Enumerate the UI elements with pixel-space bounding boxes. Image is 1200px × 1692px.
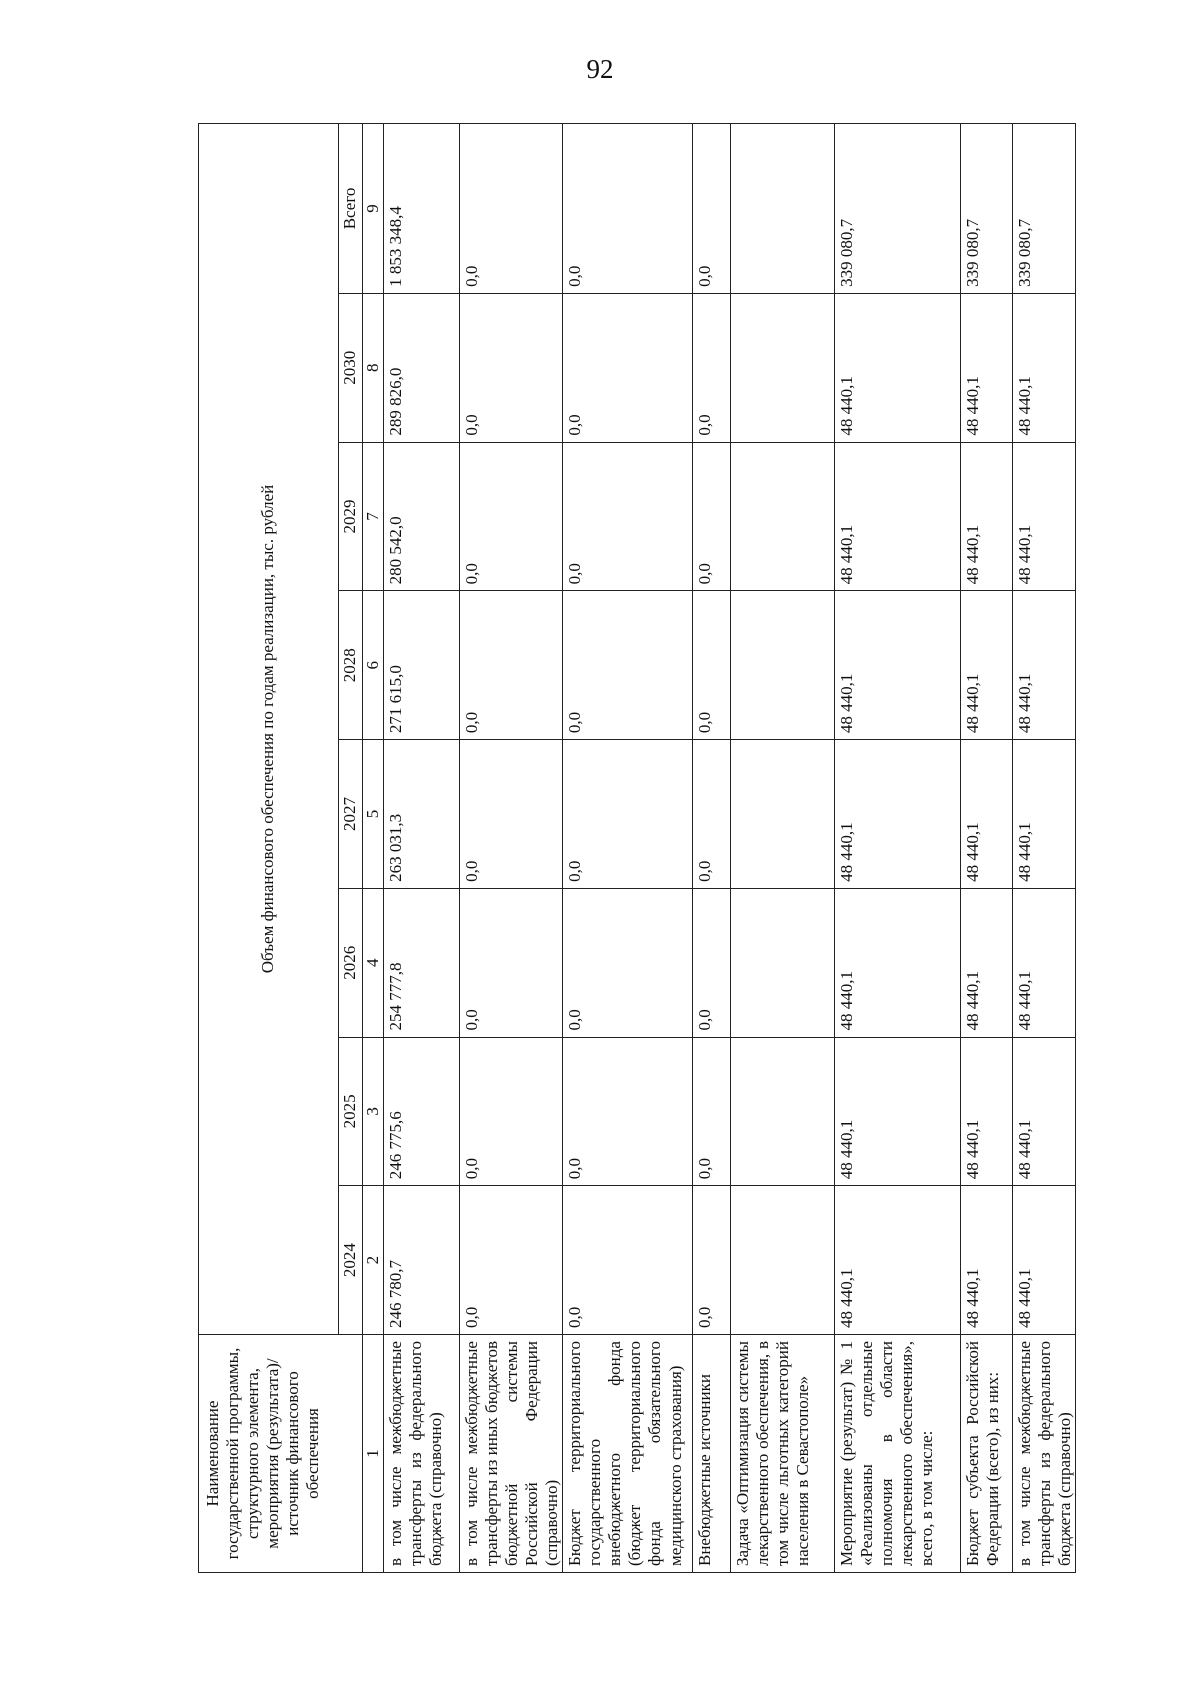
value-cell xyxy=(731,442,835,591)
value-cell: 48 440,1 xyxy=(961,1037,1013,1186)
value-cell: 0,0 xyxy=(563,442,693,591)
value-cell xyxy=(731,888,835,1037)
name-column-header: Наименование государственной программы, структурного элемента, мероприятия (результата)/источник финансового обеспечения xyxy=(199,1335,363,1573)
value-cell xyxy=(731,1037,835,1186)
value-cell: 0,0 xyxy=(460,591,563,740)
table-row xyxy=(693,124,731,1573)
value-cell: 48 440,1 xyxy=(961,740,1013,889)
table-row xyxy=(563,124,693,1573)
value-cell: 0,0 xyxy=(460,1037,563,1186)
value-cell: 0,0 xyxy=(563,1037,693,1186)
value-cell: 48 440,1 xyxy=(1013,1037,1076,1186)
table-row xyxy=(835,124,961,1573)
value-cell: 48 440,1 xyxy=(1013,888,1076,1037)
total-cell: 339 080,7 xyxy=(961,124,1013,294)
value-cell xyxy=(731,740,835,889)
value-cell: 246 780,7 xyxy=(384,1186,460,1335)
total-cell: 0,0 xyxy=(563,124,693,294)
row-label: в том числе межбюджетные трансферты из иных бюджетов бюджетной системы Российской Федерации (справочно) xyxy=(460,1335,563,1573)
value-cell: 0,0 xyxy=(563,740,693,889)
year-header: 2029 xyxy=(339,442,363,591)
value-cell xyxy=(731,293,835,442)
value-cell: 48 440,1 xyxy=(1013,740,1076,889)
value-cell: 48 440,1 xyxy=(961,888,1013,1037)
value-cell: 0,0 xyxy=(460,442,563,591)
value-cell: 0,0 xyxy=(460,1186,563,1335)
value-cell xyxy=(731,591,835,740)
table-row xyxy=(384,124,460,1573)
value-cell xyxy=(731,1186,835,1335)
financing-table xyxy=(198,123,1076,1573)
year-header: 2030 xyxy=(339,293,363,442)
value-cell: 271 615,0 xyxy=(384,591,460,740)
total-cell: 0,0 xyxy=(693,124,731,294)
total-cell: 339 080,7 xyxy=(1013,124,1076,294)
value-cell: 48 440,1 xyxy=(961,1186,1013,1335)
volume-header: Объем финансового обеспечения по годам реализации, тыс. рублей xyxy=(199,124,339,1335)
value-cell: 0,0 xyxy=(563,591,693,740)
total-cell xyxy=(731,124,835,294)
column-number-row xyxy=(363,124,384,1573)
column-number: 6 xyxy=(363,591,384,740)
value-cell: 289 826,0 xyxy=(384,293,460,442)
value-cell: 0,0 xyxy=(693,1186,731,1335)
column-number: 9 xyxy=(363,124,384,294)
value-cell: 0,0 xyxy=(460,293,563,442)
value-cell: 48 440,1 xyxy=(961,293,1013,442)
total-header: Всего xyxy=(339,124,363,294)
column-number: 3 xyxy=(363,1037,384,1186)
table-row xyxy=(731,124,835,1573)
year-header: 2028 xyxy=(339,591,363,740)
column-number: 2 xyxy=(363,1186,384,1335)
year-header: 2026 xyxy=(339,888,363,1037)
value-cell: 0,0 xyxy=(563,293,693,442)
value-cell: 48 440,1 xyxy=(835,740,961,889)
year-header: 2027 xyxy=(339,740,363,889)
value-cell: 280 542,0 xyxy=(384,442,460,591)
value-cell: 263 031,3 xyxy=(384,740,460,889)
table-row xyxy=(961,124,1013,1573)
value-cell: 48 440,1 xyxy=(1013,591,1076,740)
row-label: в том числе межбюджетные трансферты из федерального бюджета (справочно) xyxy=(384,1335,460,1573)
value-cell: 48 440,1 xyxy=(835,591,961,740)
header-row xyxy=(199,124,339,1573)
column-number: 8 xyxy=(363,293,384,442)
value-cell: 0,0 xyxy=(563,888,693,1037)
page-number: 92 xyxy=(586,54,614,84)
value-cell: 0,0 xyxy=(693,888,731,1037)
value-cell: 48 440,1 xyxy=(961,442,1013,591)
row-label: Бюджет территориального государственного внебюджетного фонда (бюджет территориального фонда обязательного медицинского страхования) xyxy=(563,1335,693,1573)
row-label: Задача «Оптимизация системы лекарственного обеспечения, в том числе льготных категорий населения в Севастополе» xyxy=(731,1335,835,1573)
value-cell: 0,0 xyxy=(693,591,731,740)
year-header: 2024 xyxy=(339,1186,363,1335)
value-cell: 48 440,1 xyxy=(1013,1186,1076,1335)
value-cell: 0,0 xyxy=(693,442,731,591)
year-header: 2025 xyxy=(339,1037,363,1186)
total-cell: 339 080,7 xyxy=(835,124,961,294)
value-cell: 48 440,1 xyxy=(835,293,961,442)
column-number: 7 xyxy=(363,442,384,591)
row-label: Внебюджетные источники xyxy=(693,1335,731,1573)
value-cell: 48 440,1 xyxy=(835,1037,961,1186)
row-label: в том числе межбюджетные трансферты из федерального бюджета (справочно) xyxy=(1013,1335,1076,1573)
column-number: 4 xyxy=(363,888,384,1037)
value-cell: 0,0 xyxy=(460,740,563,889)
value-cell: 48 440,1 xyxy=(835,442,961,591)
value-cell: 0,0 xyxy=(693,1037,731,1186)
row-label: Мероприятие (результат) № 1 «Реализованы отдельные полномочия в области лекарственного обеспечения», всего, в том числе: xyxy=(835,1335,961,1573)
value-cell: 254 777,8 xyxy=(384,888,460,1037)
value-cell: 0,0 xyxy=(460,888,563,1037)
value-cell: 48 440,1 xyxy=(835,888,961,1037)
value-cell: 246 775,6 xyxy=(384,1037,460,1186)
total-cell: 0,0 xyxy=(460,124,563,294)
value-cell: 48 440,1 xyxy=(1013,293,1076,442)
column-number: 5 xyxy=(363,740,384,889)
table-row xyxy=(1013,124,1076,1573)
table-row xyxy=(460,124,563,1573)
column-number: 1 xyxy=(363,1335,384,1573)
rotated-table-wrapper xyxy=(198,123,1075,1573)
value-cell: 48 440,1 xyxy=(1013,442,1076,591)
value-cell: 0,0 xyxy=(563,1186,693,1335)
value-cell: 0,0 xyxy=(693,293,731,442)
total-cell: 1 853 348,4 xyxy=(384,124,460,294)
value-cell: 0,0 xyxy=(693,740,731,889)
row-label: Бюджет субъекта Российской Федерации (всего), из них: xyxy=(961,1335,1013,1573)
value-cell: 48 440,1 xyxy=(961,591,1013,740)
value-cell: 48 440,1 xyxy=(835,1186,961,1335)
